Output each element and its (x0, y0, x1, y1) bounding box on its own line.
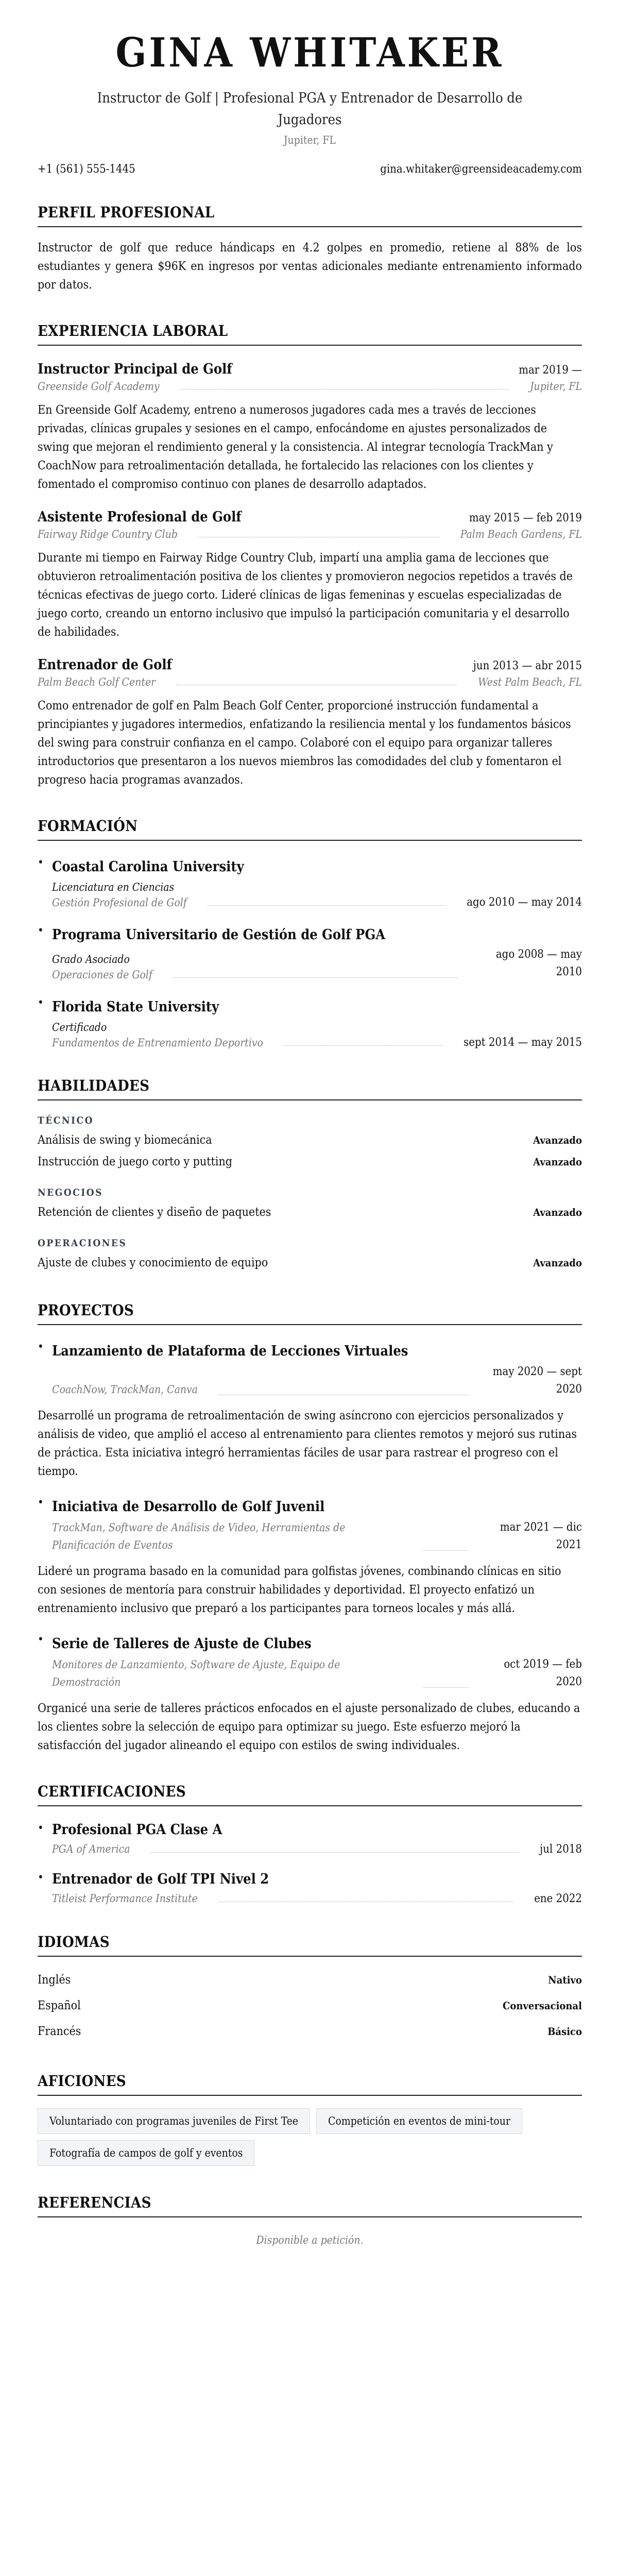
dotted-leader (423, 1687, 469, 1688)
education-meta-row (52, 946, 582, 981)
language-name: Inglés (38, 1973, 71, 1987)
project-description: Lideré un programa basado en la comunidad para golfistas jóvenes, combinando clínicas en sitio con sesiones de mentoría para construir habilidades y deportividad. El proyecto enfatizó un entrenamiento inclusivo que preparó a los participantes para torneos locales y más allá. (38, 1564, 561, 1615)
language-name: Español (38, 1998, 81, 2012)
section-title: PERFIL PROFESIONAL (38, 204, 582, 227)
date-range: mar 2021 — dic 2021 (500, 1520, 582, 1551)
job-description: En Greenside Golf Academy, entreno a numerosos jugadores cada mes a través de lecciones privadas, clínicas grupales y sesiones en el campo, enfocándome en ajustes personalizados de swing que mejoran el rendimiento general y la consistencia. Al integrar tecnología TrackMan y CoachNow para retroalimentación detallada, he fortalecido las relaciones con los clientes y fomentado el compromiso continuo con planes de desarrollo adaptados. (38, 403, 553, 491)
skill-name: Análisis de swing y biomecánica (38, 1133, 212, 1147)
entry-header-row (38, 509, 582, 525)
skill-row (38, 1201, 582, 1223)
contact-row (38, 163, 582, 176)
entry-header-row (38, 657, 582, 673)
project-title: • Serie de Talleres de Ajuste de Clubes (52, 1635, 312, 1652)
certification-date: ene 2022 (534, 1892, 582, 1905)
hobbies-section (38, 2072, 582, 2166)
date-range: may 2020 — sept 2020 (492, 1365, 582, 1396)
resume-header (38, 31, 582, 176)
experience-entry (38, 657, 582, 789)
section-title: REFERENCIAS (38, 2194, 582, 2217)
skill-category-title: OPERACIONES (38, 1237, 127, 1249)
skill-category-title: NEGOCIOS (38, 1187, 103, 1198)
certification-entry (38, 1822, 582, 1856)
skill-row (38, 1129, 582, 1151)
job-location: West Palm Beach, FL (478, 675, 582, 688)
project-tools: TrackMan, Software de Análisis de Video, Herramientas de Planificación de Eventos (52, 1521, 346, 1551)
school-name: • Coastal Carolina University (52, 858, 244, 875)
professional-title: Instructor de Golf | Profesional PGA y Entrenador de Desarrollo de Jugadores (97, 90, 523, 128)
date-range: sept 2014 — may 2015 (464, 1036, 582, 1049)
experience-section (38, 322, 582, 789)
location: Jupiter, FL (283, 133, 336, 146)
certifications-list (38, 1822, 582, 1905)
section-title: CERTIFICACIONES (38, 1783, 582, 1806)
entry-meta-row (38, 528, 582, 540)
languages-list (38, 1967, 582, 2044)
language-row (38, 1967, 582, 1993)
job-title: Asistente Profesional de Golf (38, 509, 242, 525)
project-tools: CoachNow, TrackMan, Canva (52, 1383, 198, 1396)
skills-section (38, 1077, 582, 1274)
project-entry (38, 1341, 582, 1481)
education-meta-row (52, 1018, 582, 1049)
dotted-leader (284, 1045, 443, 1046)
education-entry (38, 924, 582, 981)
section-title: HABILIDADES (38, 1077, 582, 1100)
hobbies-list (38, 2108, 582, 2166)
education-meta-row (52, 878, 582, 909)
project-title: • Iniciativa de Desarrollo de Golf Juvenil (52, 1498, 325, 1515)
skill-name: Ajuste de clubes y conocimiento de equipo (38, 1256, 268, 1269)
job-title: Entrenador de Golf (38, 656, 172, 673)
date-range: may 2015 — feb 2019 (469, 511, 582, 524)
skill-level: Avanzado (533, 1155, 582, 1168)
language-level: Básico (547, 2025, 582, 2038)
job-location: Palm Beach Gardens, FL (460, 528, 582, 540)
entry-meta-row (38, 676, 582, 688)
job-title: Instructor Principal de Golf (38, 361, 232, 377)
skill-row (38, 1252, 582, 1274)
project-entry (38, 1633, 582, 1755)
certification-meta-row (52, 1892, 582, 1905)
project-tools: Monitores de Lanzamiento, Software de Ajuste, Equipo de Demostración (52, 1658, 340, 1688)
skill-level: Avanzado (533, 1256, 582, 1269)
experience-entry (38, 361, 582, 494)
project-meta-row (52, 1519, 582, 1554)
education-details (52, 878, 187, 909)
certification-issuer: PGA of America (52, 1842, 130, 1855)
skill-row (38, 1151, 582, 1173)
company-name: Fairway Ridge Country Club (38, 528, 178, 540)
dotted-leader (208, 905, 446, 906)
project-entry (38, 1496, 582, 1618)
education-details (52, 1018, 263, 1049)
certifications-section (38, 1783, 582, 1905)
certification-name: • Entrenador de Golf TPI Nivel 2 (52, 1871, 269, 1887)
dotted-leader (173, 977, 458, 978)
language-level: Conversacional (503, 1999, 582, 2012)
education-entry (38, 856, 582, 909)
certification-meta-row (52, 1843, 582, 1856)
entry-header-row (38, 361, 582, 377)
section-title: PROYECTOS (38, 1301, 582, 1325)
job-description: Durante mi tiempo en Fairway Ridge Country Club, impartí una amplia gama de lecciones que obtuvieron retroalimentación positiva de los clientes y promovieron negocios repetidos a través de técnicas efectivas de juego corto. Lideré clínicas de ligas femeninas y escuelas especializadas de juego corto, creando un entorno inclusivo que impulsó la participación comunitaria y el desarrollo de habilidades. (38, 551, 573, 639)
hobby-tag: Voluntariado con programas juveniles de First Tee (38, 2108, 310, 2134)
references-section (38, 2194, 582, 2246)
language-name: Francés (38, 2024, 81, 2038)
section-title: AFICIONES (38, 2072, 582, 2096)
section-title: EXPERIENCIA LABORAL (38, 322, 582, 346)
languages-section (38, 1933, 582, 2044)
date-range: mar 2019 — (519, 363, 582, 377)
school-name: • Programa Universitario de Gestión de Golf PGA (52, 926, 386, 943)
dotted-leader (423, 1550, 469, 1551)
entry-meta-row (38, 380, 582, 393)
education-section (38, 817, 582, 1049)
dotted-leader (150, 1852, 519, 1853)
field-of-study: Fundamentos de Entrenamiento Deportivo (52, 1036, 263, 1049)
phone: +1 (561) 555-1445 (38, 162, 135, 176)
language-row (38, 1993, 582, 2019)
certification-name: • Profesional PGA Clase A (52, 1821, 222, 1838)
date-range: jun 2013 — abr 2015 (473, 659, 582, 672)
skill-name: Retención de clientes y diseño de paquetes (38, 1205, 271, 1219)
project-description: Organicé una serie de talleres prácticos enfocados en el ajuste personalizado de clubes, educando a los clientes sobre la selección de equipo para optimizar su juego. Este esfuerzo mejoró la satisfacción del jugador alineando el equipo con estilos de swing individuales. (38, 1701, 580, 1752)
candidate-name: GINA WHITAKER (115, 29, 504, 76)
summary-text: Instructor de golf que reduce hándicaps en 4.2 golpes en promedio, retiene al 88% de los estudiantes y genera $96K en ingresos por ventas adicionales mediante entrenamiento informado por datos. (38, 241, 582, 292)
education-entry (38, 996, 582, 1049)
skill-name: Instrucción de juego corto y putting (38, 1155, 233, 1168)
language-level: Nativo (548, 1973, 582, 1986)
date-range: ago 2008 — may 2010 (495, 947, 582, 978)
skill-level: Avanzado (533, 1133, 582, 1146)
skill-category-title: TÉCNICO (38, 1114, 94, 1126)
project-description: Desarrollé un programa de retroalimentación de swing asíncrono con ejercicios personalizados y análisis de video, que amplió el acceso al entrenamiento para clientes remotos y mejoró sus rutinas de práctica. Esta iniciativa integró herramientas fáciles de usar para rastrear el progreso con el tiempo. (38, 1409, 577, 1478)
hobby-tag: Fotografía de campos de golf y eventos (38, 2140, 254, 2166)
summary-section (38, 204, 582, 294)
projects-list (38, 1341, 582, 1755)
degree: Certificado (52, 1021, 107, 1033)
school-name: • Florida State University (52, 998, 219, 1015)
experience-entry (38, 509, 582, 641)
education-details (52, 950, 152, 981)
skill-level: Avanzado (533, 1206, 582, 1218)
section-title: FORMACIÓN (38, 817, 582, 841)
degree: Grado Asociado (52, 953, 130, 965)
field-of-study: Gestión Profesional de Golf (52, 896, 187, 909)
date-range: ago 2010 — may 2014 (467, 895, 582, 909)
project-title: • Lanzamiento de Plataforma de Lecciones Virtuales (52, 1343, 408, 1359)
experience-list (38, 361, 582, 789)
company-name: Palm Beach Golf Center (38, 675, 156, 688)
project-meta-row (52, 1656, 582, 1691)
section-title: IDIOMAS (38, 1933, 582, 1957)
email-link[interactable]: gina.whitaker@greensideacademy.com (380, 162, 582, 176)
degree: Licenciatura en Ciencias (52, 880, 175, 893)
hobby-tag: Competición en eventos de mini-tour (316, 2108, 522, 2134)
language-row (38, 2019, 582, 2044)
company-name: Greenside Golf Academy (38, 380, 160, 393)
certification-issuer: Titleist Performance Institute (52, 1892, 198, 1905)
skills-list (38, 1115, 582, 1274)
job-location: Jupiter, FL (529, 380, 582, 393)
certification-date: jul 2018 (540, 1842, 582, 1856)
projects-section (38, 1301, 582, 1755)
date-range: oct 2019 — feb 2020 (504, 1657, 582, 1688)
education-list (38, 856, 582, 1049)
project-meta-row (52, 1363, 582, 1398)
job-description: Como entrenador de golf en Palm Beach Golf Center, proporcioné instrucción fundamental a principiantes y jugadores intermedios, enfatizando la resiliencia mental y los fundamentos básicos del swing para construir confianza en el campo. Colaboré con el equipo para organizar talleres introductorios que presentaron a los nuevos miembros las comodidades del club y fomentaron el progreso hacia programas avanzados. (38, 699, 571, 787)
certification-entry (38, 1871, 582, 1905)
field-of-study: Operaciones de Golf (52, 968, 152, 981)
references-text: Disponible a petición. (256, 2233, 364, 2246)
